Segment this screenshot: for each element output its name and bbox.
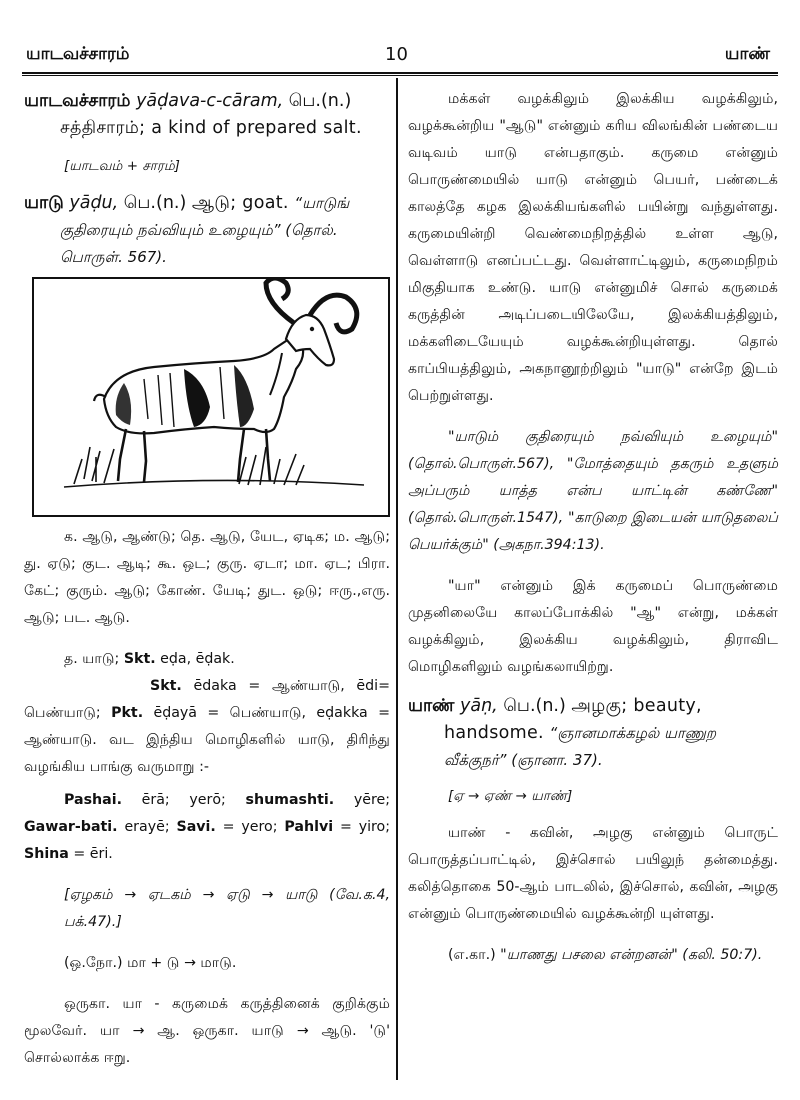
dialect-name: Gawar-bati. <box>24 819 118 835</box>
part-of-speech: பெ.(n.) <box>503 696 566 716</box>
etymology-derivation: [ஏழகம் → ஏடகம் → ஏடு → யாடு (வே.க.4, பக்.47).] <box>64 887 390 930</box>
left-column-lower <box>24 524 390 1072</box>
part-of-speech: பெ.(n.) <box>123 193 187 213</box>
entry-yadavacaram <box>24 88 390 142</box>
etymology-note: [ஏ → ஏண் → யாண்] <box>448 788 573 804</box>
cognates-paragraph: க. ஆடு, ஆண்டு; தெ. ஆடு, யேட, ஏடிக; ம. ஆடு; து. ஏடு; குட. ஆடி; கூ. ஒட; குரு. ஏடா; மா. ஏட; பிரா. கேட்; குரும். ஆடு; கோண். யேடி; துட. ஒடு; ஈரு.,எரு. ஆடு; பட. ஆடு. <box>24 529 390 626</box>
dialect-form: ērā; yerō; <box>141 792 226 808</box>
definition: ஆடு; goat. <box>191 193 289 213</box>
citation: “ஞானமாக்கழல் யாணுற வீக்குநர்” (ஞானா. 37). <box>444 724 717 769</box>
header-rule <box>22 72 778 74</box>
example-quote: "யாணது பசலை என்றனன்" (கலி. 50:7). <box>500 947 763 963</box>
lang-abbr: Skt. <box>150 678 182 694</box>
definition: அழகு; beauty, handsome. <box>444 696 702 743</box>
sanskrit-paragraph <box>24 673 390 781</box>
tamil-form: த. யாடு; <box>64 651 120 667</box>
paragraph-citations: "யாடும் குதிரையும் நவ்வியும் உழையும்" (தொல்.பொருள்.567), "மோத்தையும் தகரும் உதளும் அப்பரும் யாத்த என்ப யாட்டின் கண்ணே" (தொல்.பொருள்.1547), "காடுறை இடையன் யாடுதலைப் பெயர்க்கும்" (அகநா.394:13). <box>408 429 778 553</box>
comparison-note: (ஒ.நோ.) மா + டு → மாடு. <box>64 955 237 971</box>
sanskrit-forms: ēdaka = ஆண்யாடு, ēdi= பெண்யாடு; <box>24 678 390 721</box>
transliteration: yāṇ, <box>460 696 498 716</box>
dialect-form: = yiro; <box>339 819 391 835</box>
definition: சத்திசாரம்; a kind of prepared salt. <box>60 118 362 138</box>
dialect-form: = ēri. <box>73 846 113 862</box>
dialect-name: Pashai. <box>64 792 122 808</box>
dialect-name: shumashti. <box>245 792 335 808</box>
dialect-name: Savi. <box>176 819 216 835</box>
dialect-form: erayē; <box>124 819 170 835</box>
headword: யாண் <box>408 696 455 716</box>
right-column <box>408 80 778 969</box>
citation: “யாடுங் குதிரையும் நவ்வியும் உழையும்” (தொல். பொருள். 567). <box>60 194 350 266</box>
column-divider <box>396 78 398 1080</box>
dialect-name: Pahlvi <box>284 819 334 835</box>
running-head-right: யாண் <box>724 44 770 64</box>
page-number: 10 <box>385 44 408 65</box>
lang-abbr: Skt. <box>123 651 156 667</box>
sanskrit-line <box>24 646 390 673</box>
headword: யாடு <box>24 193 64 213</box>
transliteration: yāḍava-c-cāram, <box>136 91 284 111</box>
headword: யாடவச்சாரம் <box>24 91 131 111</box>
lang-abbr: Pkt. <box>111 705 144 721</box>
dialect-form: = yero; <box>222 819 278 835</box>
root-explanation: ஒருகா. யா - கருமைக் கருத்தினைக் குறிக்கும் மூலவேர். யா → ஆ. ஒருகா. யாடு → ஆடு. 'டு' சொல்லாக்க ஈறு. <box>24 996 390 1066</box>
prakrit-forms: ēḍayā = பெண்யாடு, eḍakka = ஆண்யாடு. வட இந்திய மொழிகளில் யாடு, திரிந்து வழங்கிய பாங்கு வருமாறு :- <box>24 705 391 775</box>
transliteration: yāḍu, <box>69 193 119 213</box>
part-of-speech: பெ.(n.) <box>288 91 352 111</box>
paragraph-usage: மக்கள் வழக்கிலும் இலக்கிய வழக்கிலும், வழக்கூன்றிய "ஆடு" என்னும் கரிய விலங்கின் பண்டைய வடிவம் யாடு என்பதாகும். கருமை என்னும் பொருண்மையில் யாடு என்னும் பெயர், பண்டைக் காலத்தே கழக இலக்கியங்களில் பயின்று வந்துள்ளது. கருமையின்றி வெண்மைநிறத்தில் உள்ள ஆடு, வெள்ளாடு எனப்பட்டது. வெள்ளாட்டிலும், கருமைநிறம் மிகுதியாக உண்டு. யாடு என்னுமிச் சொல் கருமைக் கருத்தின் அடிப்படையிலேயே, இலக்கியத்திலும், மக்களிடையேயும் வழக்கூன்றியுள்ளது. தொல் காப்பியத்திலும், அகநானூற்றிலும் "யாடு" என்றே இடம் பெற்றுள்ளது. <box>408 91 778 404</box>
entry-yadu <box>24 190 390 271</box>
paragraph-meaning: யாண் - கவின், அழகு என்னும் பொருட் பொருத்தப்பாட்டில், இச்சொல் பயிலுந் தன்மைத்து. கலித்தொகை 50-ஆம் பாடலில், இச்சொல், கவின், அழகு என்னும் பொருண்மையில் வழக்கூன்றி யுள்ளது. <box>408 825 778 922</box>
header-rule-thin <box>22 75 778 76</box>
dialect-name: Shina <box>24 846 69 862</box>
dialect-form: yēre; <box>353 792 390 808</box>
etymology-note: [யாடவம் + சாரம்] <box>64 158 180 174</box>
example-label: (எ.கா.) <box>448 947 496 963</box>
running-head-left: யாடவச்சாரம் <box>26 44 130 64</box>
paragraph-evolution: "யா" என்னும் இக் கருமைப் பொருண்மை முதனிலையே காலப்போக்கில் "ஆ" என்று, மக்கள் வழக்கிலும், இலக்கிய வழக்கிலும், திராவிட மொழிகளிலும் வழங்கலாயிற்று. <box>408 578 778 675</box>
entry-yan <box>408 693 778 774</box>
left-column <box>24 80 390 271</box>
goat-illustration <box>32 277 390 517</box>
example-line <box>408 942 778 969</box>
dialect-forms <box>24 787 390 868</box>
sanskrit-forms: eḍa, ēḍak. <box>160 651 235 667</box>
